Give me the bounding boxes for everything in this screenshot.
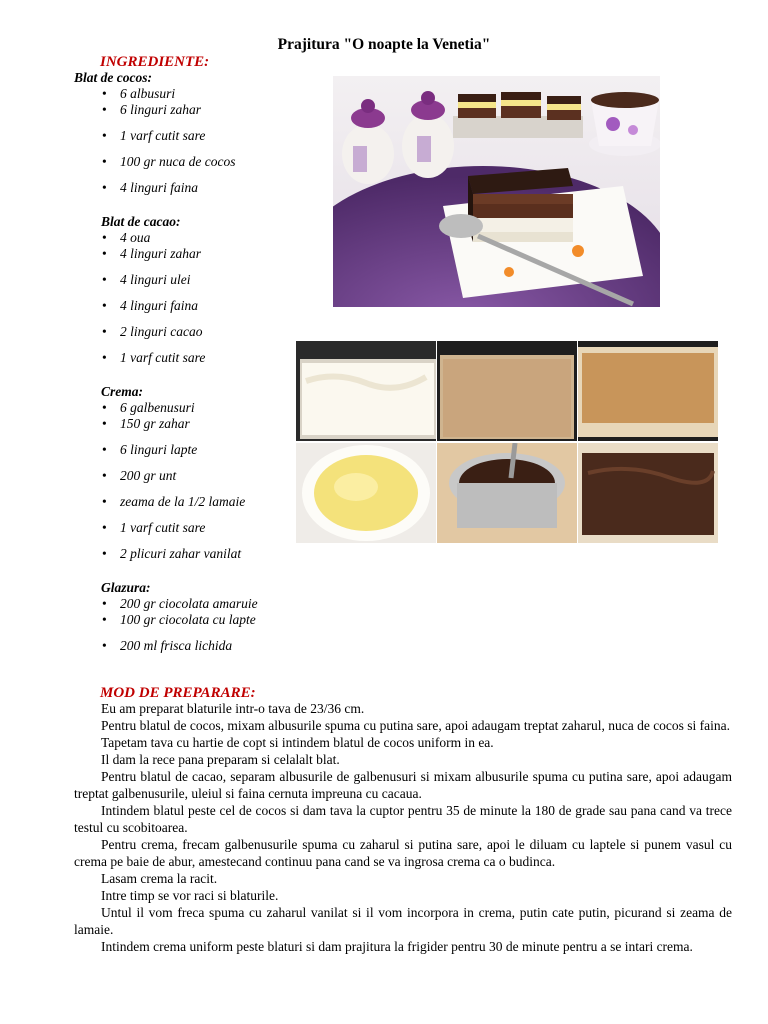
method-heading: MOD DE PREPARARE: bbox=[100, 685, 256, 701]
ingredient-item: • 2 plicuri zahar vanilat bbox=[74, 546, 324, 562]
method-text bbox=[74, 700, 732, 955]
ingredient-item: • 200 ml frisca lichida bbox=[74, 638, 324, 654]
photo-coconut-layer bbox=[296, 341, 436, 441]
method-step: Untul il vom freca spuma cu zaharul vanilat si il vom incorpora in crema, putin cate putin, picurand si zeama de lamaie. bbox=[74, 905, 732, 937]
ingredient-item: • zeama de la 1/2 lamaie bbox=[74, 494, 324, 510]
ingredient-item: • 200 gr unt bbox=[74, 468, 324, 484]
preparation-photo-grid bbox=[296, 341, 718, 543]
photo-golden-layer bbox=[578, 341, 718, 441]
ingredient-item: • 6 albusuri bbox=[74, 86, 324, 102]
group-title: Crema: bbox=[101, 384, 143, 399]
ingredient-group-cocoa bbox=[74, 214, 324, 366]
ingredient-item: • 4 linguri faina bbox=[74, 180, 324, 196]
ingredient-item: • 4 linguri ulei bbox=[74, 272, 324, 288]
page-title: Prajitura "O noapte la Venetia" bbox=[277, 36, 491, 53]
cake-photo bbox=[333, 76, 660, 307]
method-step: Pentru blatul de cacao, separam albusurile de galbenusuri si mixam albusurile spuma cu putina sare, apoi adaugam treptat galbenusurile, uleiul si faina cernuta impreuna cu cacaua. bbox=[74, 769, 732, 801]
ingredient-group-cream bbox=[74, 384, 324, 562]
ingredient-item: • 100 gr nuca de cocos bbox=[74, 154, 324, 170]
ingredient-item: • 100 gr ciocolata cu lapte bbox=[74, 612, 324, 628]
ingredient-item: • 150 gr zahar bbox=[74, 416, 324, 432]
method-step: Eu am preparat blaturile intr-o tava de 23/36 cm. bbox=[101, 701, 365, 716]
photo-cream-bowl bbox=[296, 443, 436, 543]
ingredient-group-glaze bbox=[74, 580, 324, 654]
method-step: Intindem blatul peste cel de cocos si dam tava la cuptor pentru 35 de minute la 180 de grade sau pana cand va trece testul cu scobitoarea. bbox=[74, 803, 732, 835]
group-title: Glazura: bbox=[101, 580, 151, 595]
method-step: Pentru blatul de cocos, mixam albusurile spuma cu putina sare, apoi adaugam treptat zaharul, nuca de cocos si faina. bbox=[101, 718, 731, 733]
ingredient-item: • 1 varf cutit sare bbox=[74, 350, 324, 366]
ingredient-item: • 6 galbenusuri bbox=[74, 400, 324, 416]
group-title: Blat de cocos: bbox=[74, 70, 152, 85]
photo-baked-layer bbox=[437, 341, 577, 441]
ingredient-item: • 200 gr ciocolata amaruie bbox=[74, 596, 324, 612]
group-title: Blat de cacao: bbox=[101, 214, 181, 229]
method-step: Pentru crema, frecam galbenusurile spuma cu zaharul si putina sare, apoi le diluam cu laptele si punem vasul cu crema pe baie de abur, amestecand continuu pana cand se va ingrosa crema ca o budinca. bbox=[74, 837, 732, 869]
method-step: Intre timp se vor raci si blaturile. bbox=[101, 888, 279, 903]
ingredient-item: • 1 varf cutit sare bbox=[74, 128, 324, 144]
method-step: Intindem crema uniform peste blaturi si dam prajitura la frigider pentru 30 de minute pentru a se intari crema. bbox=[101, 939, 693, 954]
ingredient-item: • 6 linguri zahar bbox=[74, 102, 324, 118]
ingredient-group-coconut bbox=[74, 70, 324, 196]
ingredient-item: • 4 linguri faina bbox=[74, 298, 324, 314]
photo-glazed-cake bbox=[578, 443, 718, 543]
ingredient-item: • 4 linguri zahar bbox=[74, 246, 324, 262]
ingredients-list bbox=[74, 70, 324, 664]
ingredient-item: • 2 linguri cacao bbox=[74, 324, 324, 340]
ingredient-item: • 4 oua bbox=[74, 230, 324, 246]
ingredient-item: • 6 linguri lapte bbox=[74, 442, 324, 458]
photo-chocolate-pan bbox=[437, 443, 577, 543]
ingredients-heading: INGREDIENTE: bbox=[100, 54, 210, 70]
ingredient-item: • 1 varf cutit sare bbox=[74, 520, 324, 536]
method-step: Tapetam tava cu hartie de copt si intindem blatul de cocos uniform in ea. bbox=[101, 735, 494, 750]
method-step: Lasam crema la racit. bbox=[101, 871, 218, 886]
method-step: Il dam la rece pana preparam si celalalt blat. bbox=[101, 752, 340, 767]
